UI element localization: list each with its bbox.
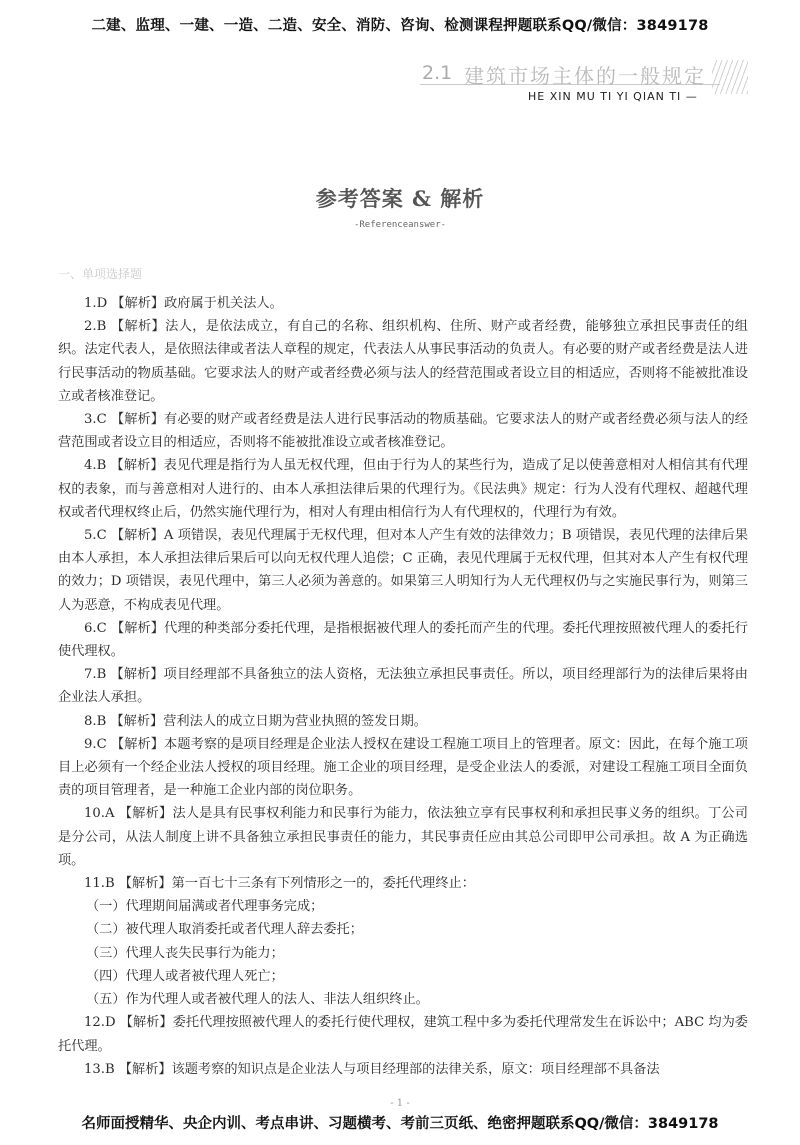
answer-paragraph: 6.C 【解析】代理的种类部分委托代理，是指根据被代理人的委托而产生的代理。委托代理按照被代理人的委托行使代理权。 [58,620,748,660]
answer-paragraph: 1.D 【解析】政府属于机关法人。 [84,296,283,311]
answer-paragraph: 3.C 【解析】有必要的财产或者经费是法人进行民事活动的物质基础。它要求法人的财产或者经费必须与法人的经营范围或者设立目的相适应，否则将不能被批准设立或者核准登记。 [58,412,748,451]
hatch-decoration [712,60,748,94]
page-title: 参考答案 & 解析 [315,186,485,211]
chapter-subtitle: HE XIN MU TI YI QIAN TI — [528,90,698,103]
answer-body [58,292,748,1081]
answer-paragraph: 5.C 【解析】A 项错误，表见代理属于无权代理，但对本人产生有效的法律效力；B 项错误，表见代理的法律后果由本人承担，本人承担法律后果后可以向无权代理人追偿；C 正确，表见代理属于无权代理，但其对本人产生有权代理的效力；D 项错误，表见代理中，第三人必须为善意的。如果第三人明知行为人无代理权仍与之实施民事行为，则第三人为恶意，不构成表见代理。 [58,528,748,613]
chapter-title: 建筑市场主体的一般规定 [464,64,706,88]
answer-paragraph: 11.B 【解析】第一百七十三条有下列情形之一的，委托代理终止： [84,876,475,892]
bottom-contact-banner: 名师面授精华、央企内训、考点串讲、习题横考、考前三页纸、绝密押题联系QQ/微信：3849178 [81,1116,719,1132]
page-number: - 1 - [390,1098,410,1109]
answer-paragraph: 8.B 【解析】营利法人的成立日期为营业执照的签发日期。 [84,713,427,729]
list-item: （四）代理人或者被代理人死亡； [86,968,284,984]
answer-paragraph: 12.D 【解析】委托代理按照被代理人的委托行使代理权，建筑工程中多为委托代理常发生在诉讼中；ABC 均为委托代理。 [58,1015,748,1054]
list-item: （一）代理期间届满或者代理事务完成； [86,899,324,915]
chapter-number: 2.1 [422,62,453,84]
answer-paragraph: 4.B 【解析】表见代理是指行为人虽无权代理，但由于行为人的某些行为，造成了足以使善意相对人相信其有代理权的表象，而与善意相对人进行的、由本人承担法律后果的代理行为。《民法典》规定：行为人没有代理权、超越代理权或者代理权终止后，仍然实施代理行为，相对人有理由相信行为人有代理权的，代理行为有效。 [58,458,748,520]
list-item: （五）作为代理人或者被代理人的法人、非法人组织终止。 [86,992,429,1008]
answer-paragraph: 13.B 【解析】该题考察的知识点是企业法人与项目经理部的法律关系，原文：项目经理部不具备法 [84,1061,660,1077]
chapter-header [420,60,750,110]
answer-paragraph: 9.C 【解析】本题考察的是项目经理是企业法人授权在建设工程施工项目上的管理者。原文：因此，在每个施工项目上必须有一个经企业法人授权的项目经理。施工企业的项目经理，是受企业法人的委派，对建设工程施工项目全面负责的项目管理者，是一种施工企业内部的岗位职务。 [58,736,748,799]
list-item: （二）被代理人取消委托或者代理人辞去委托； [86,922,363,938]
answer-paragraph: 7.B 【解析】项目经理部不具备独立的法人资格，无法独立承担民事责任。所以，项目经理部行为的法律后果将由企业法人承担。 [58,667,748,706]
answer-paragraph: 10.A 【解析】法人是具有民事权利能力和民事行为能力，依法独立享有民事权利和承担民事义务的组织。丁公司是分公司，从法人制度上讲不具备独立承担民事责任的能力，其民事责任应由其总公司即甲公司承担。故 A 为正确选项。 [58,806,748,868]
answer-paragraph: 2.B 【解析】法人，是依法成立，有自己的名称、组织机构、住所、财产或者经费，能够独立承担民事责任的组织。法定代表人，是依照法律或者法人章程的规定，代表法人从事民事活动的负责人。有必要的财产或者经费是法人进行民事活动的物质基础。它要求法人的财产或者经费必须与法人的经营范围或者设立目的相适应，否则将不能被批准设立或者核准登记。 [58,319,748,404]
list-item: （三）代理人丧失民事行为能力； [86,945,284,961]
page-subtitle: -Referenceanswer- [353,220,447,230]
top-contact-banner: 二建、监理、一建、一造、二造、安全、消防、咨询、检测课程押题联系QQ/微信：3849178 [91,18,709,34]
section-label: 一、单项选择题 [58,267,143,281]
